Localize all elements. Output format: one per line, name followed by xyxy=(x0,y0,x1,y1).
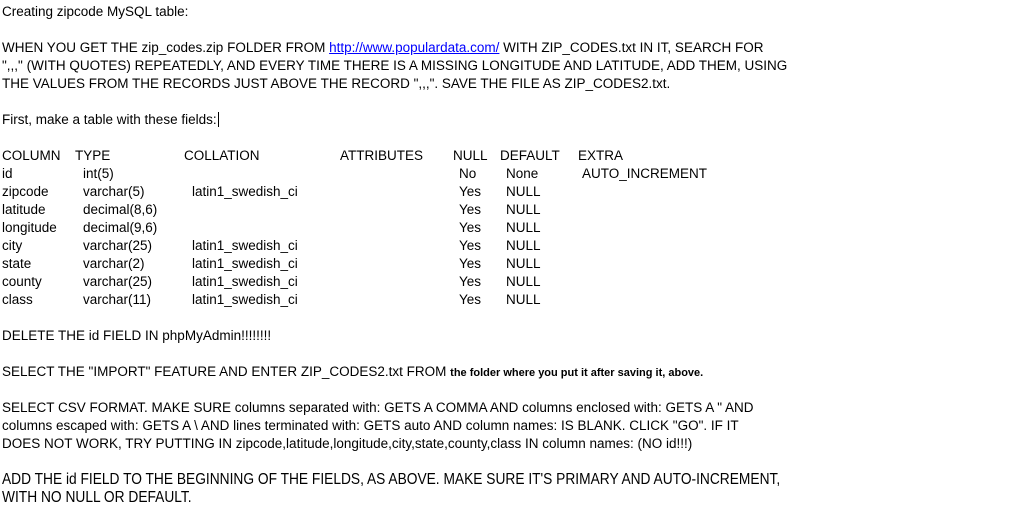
table-row xyxy=(2,165,1014,183)
cell-default: NULL xyxy=(506,202,541,217)
cell-collation: latin1_swedish_ci xyxy=(192,184,298,199)
final-note-line-2: WITH NO NULL OR DEFAULT. xyxy=(2,489,192,506)
header-null: NULL xyxy=(453,148,488,163)
cell-column: zipcode xyxy=(2,184,49,199)
cell-column: id xyxy=(2,166,13,181)
cell-type: int(5) xyxy=(83,166,114,181)
page-title: Creating zipcode MySQL table: xyxy=(2,4,189,19)
import-note-main: SELECT THE "IMPORT" FEATURE AND ENTER ZIP_CODES2.txt FROM xyxy=(2,364,451,379)
title-block xyxy=(2,3,1014,21)
header-extra: EXTRA xyxy=(578,148,624,163)
cell-type: decimal(8,6) xyxy=(83,202,158,217)
cell-default: NULL xyxy=(506,274,541,289)
cell-default: NULL xyxy=(506,256,541,271)
cell-null: Yes xyxy=(459,274,482,289)
fields-intro-text: First, make a table with these fields: xyxy=(2,112,217,127)
import-note-bold-suffix: the folder where you put it after saving it, above. xyxy=(450,367,704,379)
intro-line-2: ",,," (WITH QUOTES) REPEATEDLY, AND EVERY TIME THERE IS A MISSING LONGITUDE AND LATITUDE, ADD THEM, USING xyxy=(2,58,788,73)
final-note-line-1: ADD THE id FIELD TO THE BEGINNING OF THE FIELDS, AS ABOVE. MAKE SURE IT'S PRIMARY AND AUTO-INCREMENT, xyxy=(2,471,781,488)
header-attributes: ATTRIBUTES xyxy=(340,148,424,163)
intro-before-link: WHEN YOU GET THE zip_codes.zip FOLDER FROM xyxy=(2,40,330,55)
csv-note-line-1: SELECT CSV FORMAT. MAKE SURE columns separated with: GETS A COMMA AND columns enclosed with: GETS A " AND xyxy=(2,400,754,415)
cell-type: decimal(9,6) xyxy=(83,220,158,235)
cell-extra: AUTO_INCREMENT xyxy=(582,166,708,181)
intro-paragraph xyxy=(2,39,1014,93)
table-row xyxy=(2,237,1014,255)
header-column: COLUMN xyxy=(2,148,61,163)
intro-after-link: WITH ZIP_CODES.txt IN IT, SEARCH FOR xyxy=(499,40,764,55)
text-cursor xyxy=(218,112,219,127)
cell-null: Yes xyxy=(459,256,482,271)
cell-column: state xyxy=(2,256,32,271)
header-type: TYPE xyxy=(75,148,111,163)
cell-default: NULL xyxy=(506,220,541,235)
header-default: DEFAULT xyxy=(500,148,560,163)
cell-collation: latin1_swedish_ci xyxy=(192,256,298,271)
cell-null: Yes xyxy=(459,292,482,307)
cell-type: varchar(11) xyxy=(83,292,152,307)
cell-null: Yes xyxy=(459,220,482,235)
cell-collation: latin1_swedish_ci xyxy=(192,292,298,307)
final-note-paragraph xyxy=(2,471,1014,507)
cell-type: varchar(5) xyxy=(83,184,145,199)
table-row xyxy=(2,291,1014,309)
cell-default: None xyxy=(506,166,539,181)
cell-type: varchar(25) xyxy=(83,238,153,253)
header-collation: COLLATION xyxy=(184,148,260,163)
csv-note-line-2: columns escaped with: GETS A \ AND lines terminated with: GETS auto AND column names: IS BLANK. CLICK "GO". IF IT xyxy=(2,418,739,433)
delete-note-paragraph xyxy=(2,327,1014,345)
table-row xyxy=(2,219,1014,237)
cell-null: Yes xyxy=(459,202,482,217)
import-note-line xyxy=(2,363,1014,381)
csv-note-paragraph xyxy=(2,399,1014,453)
import-note-paragraph xyxy=(2,363,1014,381)
cell-collation: latin1_swedish_ci xyxy=(192,274,298,289)
csv-note-line-3: DOES NOT WORK, TRY PUTTING IN zipcode,latitude,longitude,city,state,county,class IN column names: (NO id!!!) xyxy=(2,436,693,451)
cell-default: NULL xyxy=(506,238,541,253)
cell-null: Yes xyxy=(459,238,482,253)
fields-intro-line xyxy=(2,111,1014,129)
cell-null: No xyxy=(459,166,477,181)
cell-default: NULL xyxy=(506,292,541,307)
fields-intro-paragraph xyxy=(2,111,1014,129)
cell-null: Yes xyxy=(459,184,482,199)
cell-default: NULL xyxy=(506,184,541,199)
cell-type: varchar(2) xyxy=(83,256,145,271)
fields-table xyxy=(2,147,1014,309)
table-row xyxy=(2,273,1014,291)
intro-line-1 xyxy=(2,39,1014,57)
intro-line-3: THE VALUES FROM THE RECORDS JUST ABOVE THE RECORD ",,,". SAVE THE FILE AS ZIP_CODES2.txt. xyxy=(2,76,671,91)
cell-column: latitude xyxy=(2,202,46,217)
cell-column: longitude xyxy=(2,220,57,235)
cell-type: varchar(25) xyxy=(83,274,153,289)
table-row xyxy=(2,201,1014,219)
cell-column: county xyxy=(2,274,42,289)
cell-column: class xyxy=(2,292,33,307)
table-row xyxy=(2,255,1014,273)
table-row xyxy=(2,183,1014,201)
table-header-row xyxy=(2,147,1014,165)
populardata-link[interactable]: http://www.populardata.com/ xyxy=(329,40,500,55)
delete-note-line: DELETE THE id FIELD IN phpMyAdmin!!!!!!!! xyxy=(2,328,272,343)
cell-collation: latin1_swedish_ci xyxy=(192,238,298,253)
cell-column: city xyxy=(2,238,23,253)
